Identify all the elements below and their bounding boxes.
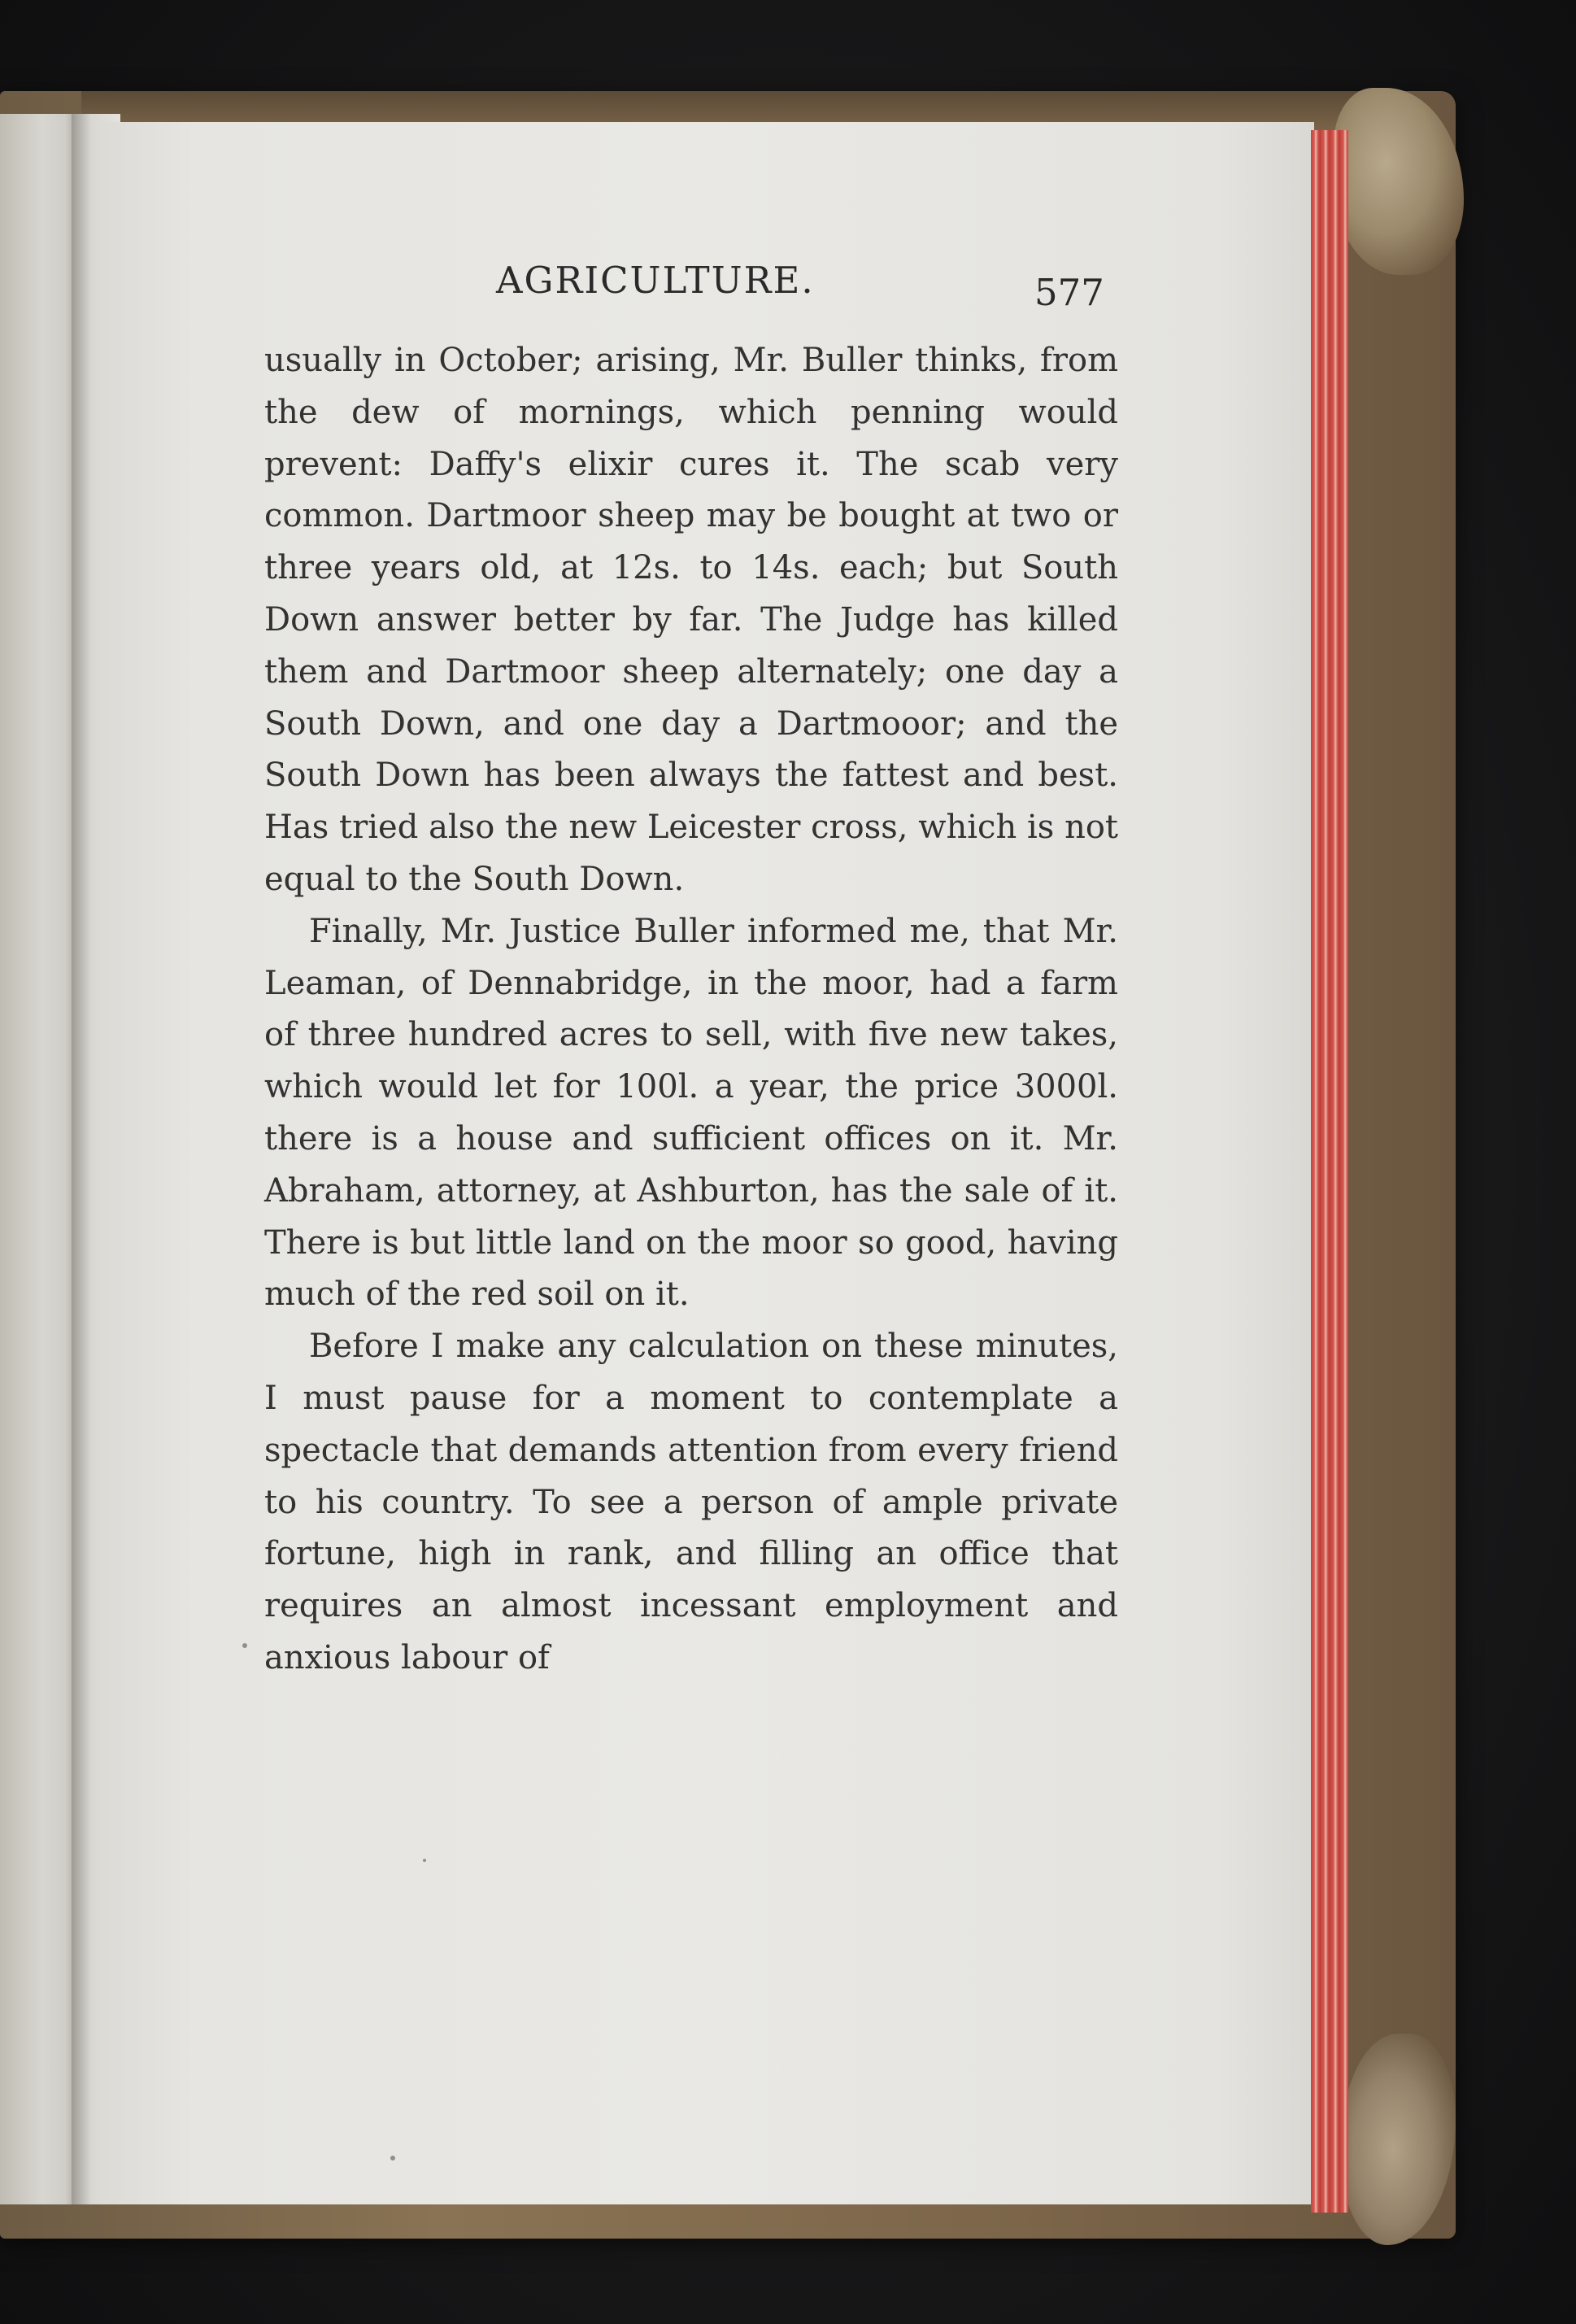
running-head: AGRICULTURE. [496, 259, 815, 302]
paper-speck [390, 2156, 395, 2160]
paragraph-3: Before I make any calculation on these minutes, I must pause for a moment to contemplate a spectacle that demands attention from every friend to his country. To see a person of ample private fortune, high in rank, and filling an office that requires an almost incessant employment and anxious labour of [264, 1328, 1118, 1677]
left-page [0, 114, 77, 2204]
red-page-edges [1311, 130, 1348, 2213]
page-number: 577 [1034, 271, 1104, 314]
paragraph-2: Finally, Mr. Justice Buller informed me, that Mr. Leaman, of Dennabridge, in the moor, had a farm of three hundred acres to sell, with five new takes, which would let for 100l. a year, the price 3000l. there is a house and sufficient offices on it. Mr. Abraham, attorney, at Ashburton, has the sale of it. There is but little land on the moor so good, having much of the red soil on it. [264, 912, 1118, 1314]
paper-speck [242, 1643, 247, 1648]
paper-speck [423, 1859, 426, 1862]
body-text [264, 335, 1118, 1685]
paragraph-1: usually in October; arising, Mr. Buller thinks, from the dew of mornings, which penning would prevent: Daffy's elixir cures it. The scab very common. Dartmoor sheep may be bought at two or three years old, at 12s. to 14s. each; but South Down answer better by far. The Judge has killed them and Dartmoor sheep alternately; one day a South Down, and one day a Dartmooor; and the South Down has been always the fattest and best. Has tried also the new Leicester cross, which is not equal to the South Down. [264, 342, 1118, 898]
